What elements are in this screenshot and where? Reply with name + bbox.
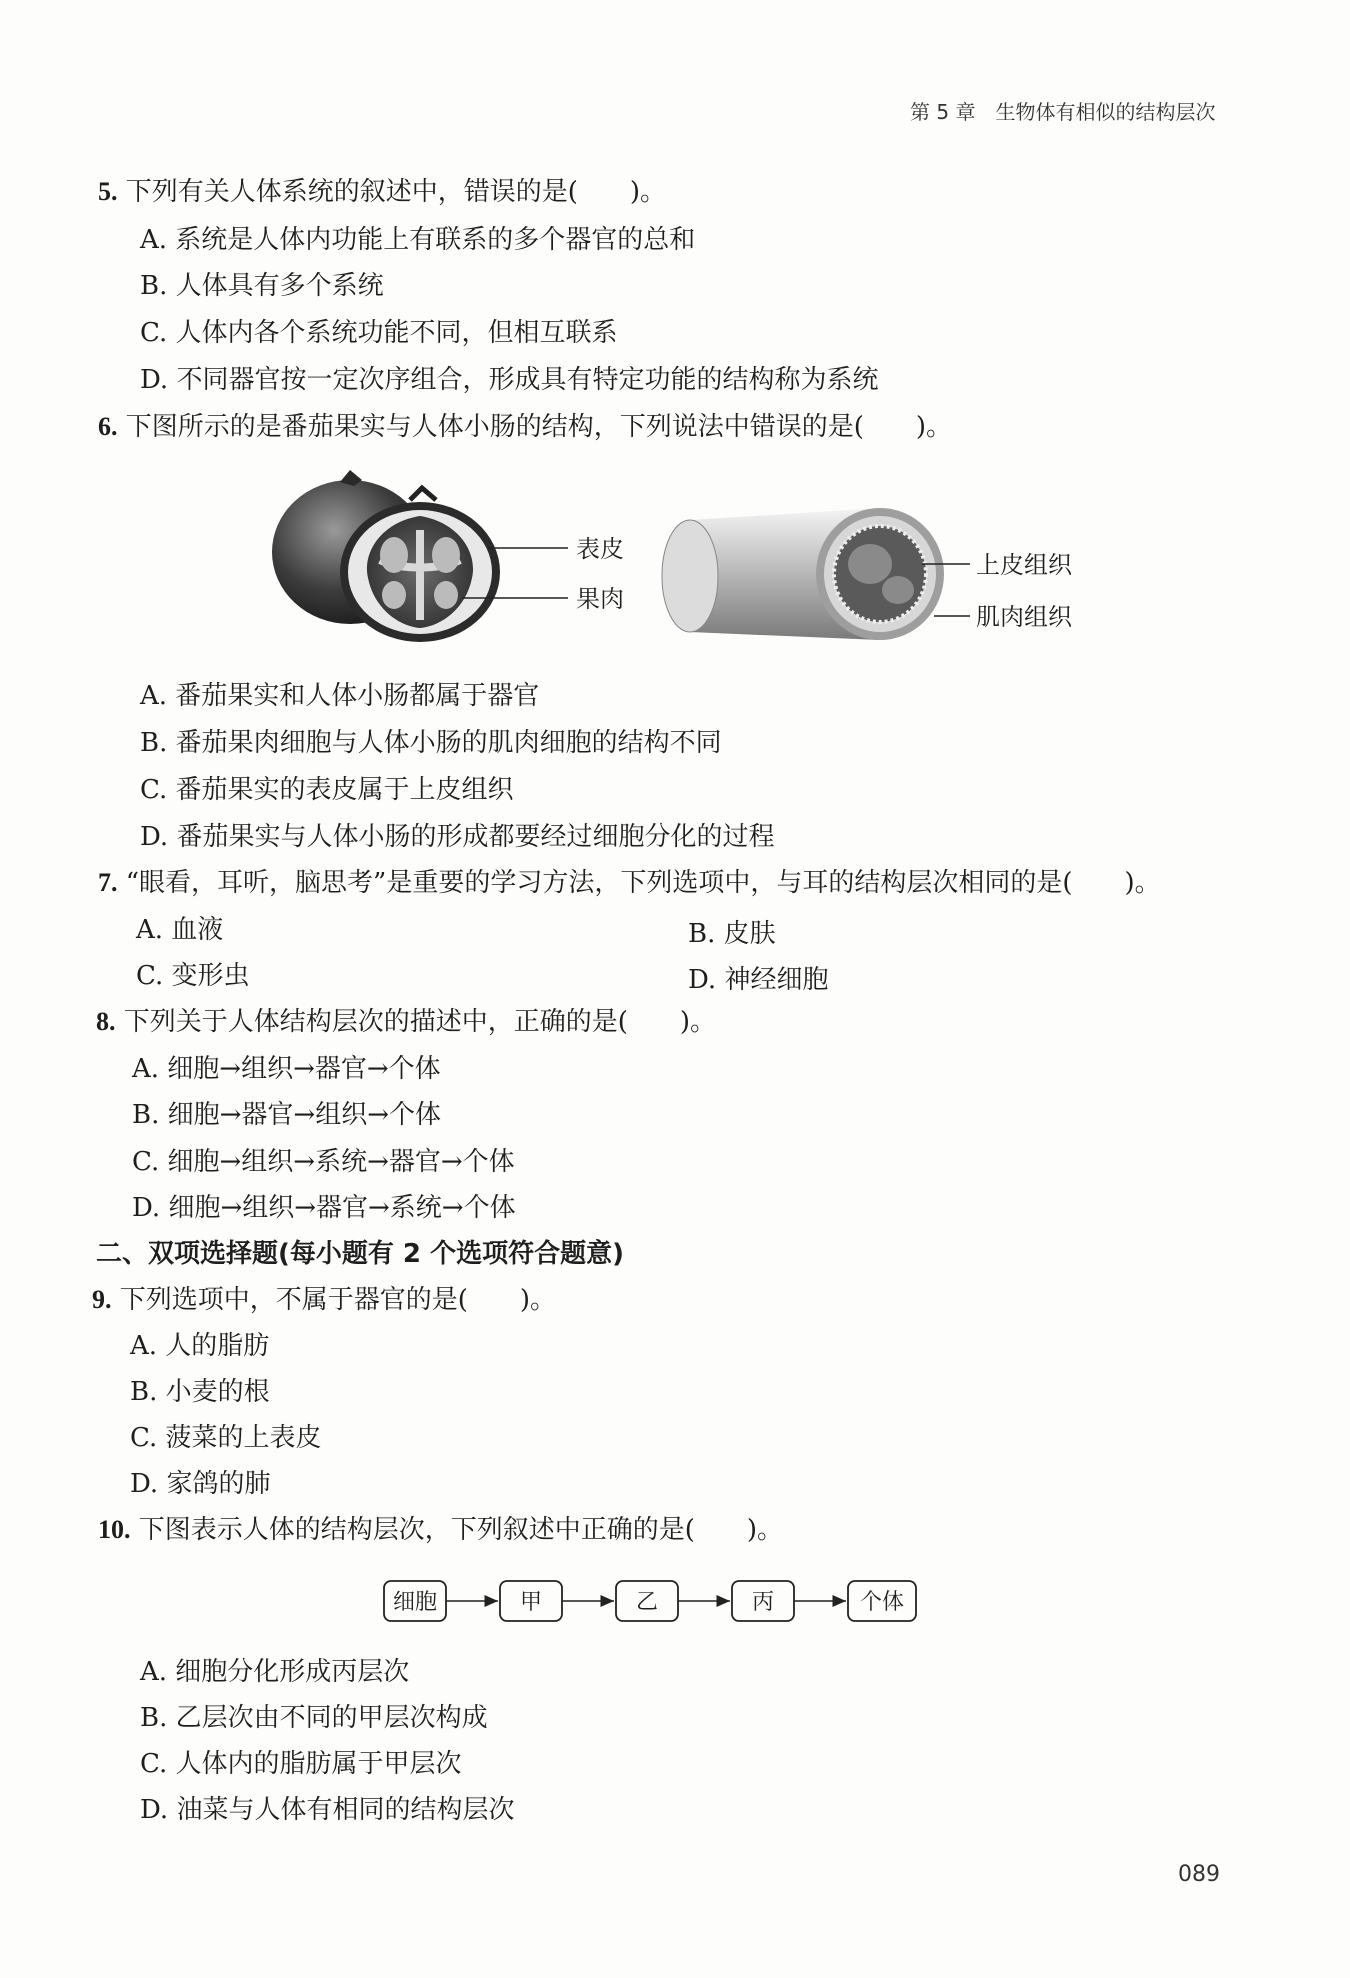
label-muscle-tissue: 肌肉组织 <box>976 603 1072 631</box>
label-epidermis: 表皮 <box>576 535 624 563</box>
q8-option-d: D. 细胞→组织→器官→系统→个体 <box>132 1193 516 1223</box>
q9-option-c: C. 菠菜的上表皮 <box>130 1423 322 1453</box>
q9-option-b: B. 小麦的根 <box>130 1377 270 1407</box>
q6-option-d: D. 番茄果实与人体小肠的形成都要经过细胞分化的过程 <box>140 822 775 852</box>
q5-option-b: B. 人体具有多个系统 <box>140 271 384 301</box>
q7-option-c: C. 变形虫 <box>136 961 250 991</box>
question-stem: 下列有关人体系统的叙述中，错误的是( )。 <box>125 177 667 207</box>
question-number: 8. <box>96 1007 116 1036</box>
q10-option-a: A. 细胞分化形成丙层次 <box>140 1657 410 1687</box>
structure-level-flow <box>380 1575 940 1635</box>
question-number: 5. <box>98 177 118 206</box>
small-intestine-image <box>662 508 944 640</box>
q5-option-c: C. 人体内各个系统功能不同，但相互联系 <box>140 318 618 348</box>
question-stem: 下图表示人体的结构层次，下列叙述中正确的是( )。 <box>138 1515 784 1545</box>
flow-node-cell: 细胞 <box>392 1590 438 1615</box>
q6-option-c: C. 番茄果实的表皮属于上皮组织 <box>140 775 514 805</box>
question-stem: 下列关于人体结构层次的描述中，正确的是( )。 <box>123 1007 717 1037</box>
q7-option-b: B. 皮肤 <box>688 919 776 949</box>
question-number: 7. <box>98 868 118 897</box>
question-number: 6. <box>98 412 118 441</box>
section-heading: 二、双项选择题(每小题有 2 个选项符合题意) <box>96 1239 624 1269</box>
q8-option-b: B. 细胞→器官→组织→个体 <box>132 1100 441 1130</box>
page-number: 089 <box>1178 1862 1220 1887</box>
label-flesh: 果肉 <box>576 585 624 613</box>
question-9 <box>92 1284 556 1316</box>
label-epithelial-tissue: 上皮组织 <box>976 551 1072 579</box>
q6-option-b: B. 番茄果肉细胞与人体小肠的肌肉细胞的结构不同 <box>140 728 722 758</box>
question-5 <box>98 176 666 208</box>
tomato-intestine-figure <box>270 460 1130 670</box>
q9-option-a: A. 人的脂肪 <box>130 1331 270 1361</box>
q9-option-d: D. 家鸽的肺 <box>130 1469 271 1499</box>
q8-option-c: C. 细胞→组织→系统→器官→个体 <box>132 1147 515 1177</box>
question-stem: 下图所示的是番茄果实与人体小肠的结构，下列说法中错误的是( )。 <box>125 412 953 442</box>
q5-option-a: A. 系统是人体内功能上有联系的多个器官的总和 <box>140 225 696 255</box>
question-8 <box>96 1006 716 1038</box>
question-stem: “眼看，耳听，脑思考”是重要的学习方法，下列选项中，与耳的结构层次相同的是( )。 <box>125 868 1161 898</box>
question-6 <box>98 411 952 443</box>
chapter-header: 第 5 章 生物体有相似的结构层次 <box>910 100 1216 124</box>
flow-node-bing: 丙 <box>751 1590 775 1615</box>
flow-node-yi: 乙 <box>635 1590 659 1615</box>
question-number: 10. <box>98 1515 131 1544</box>
question-number: 9. <box>92 1285 112 1314</box>
q10-option-c: C. 人体内的脂肪属于甲层次 <box>140 1749 462 1779</box>
q6-option-a: A. 番茄果实和人体小肠都属于器官 <box>140 681 540 711</box>
q5-option-d: D. 不同器官按一定次序组合，形成具有特定功能的结构称为系统 <box>140 365 879 395</box>
q7-option-d: D. 神经细胞 <box>688 965 829 995</box>
flow-node-jia: 甲 <box>519 1590 543 1615</box>
q8-option-a: A. 细胞→组织→器官→个体 <box>132 1054 441 1084</box>
question-10 <box>98 1514 783 1546</box>
q10-option-d: D. 油菜与人体有相同的结构层次 <box>140 1795 515 1825</box>
q7-option-a: A. 血液 <box>136 915 224 945</box>
q10-option-b: B. 乙层次由不同的甲层次构成 <box>140 1703 488 1733</box>
question-stem: 下列选项中，不属于器官的是( )。 <box>119 1285 557 1315</box>
question-7 <box>98 867 1161 899</box>
flow-node-individual: 个体 <box>859 1590 905 1615</box>
